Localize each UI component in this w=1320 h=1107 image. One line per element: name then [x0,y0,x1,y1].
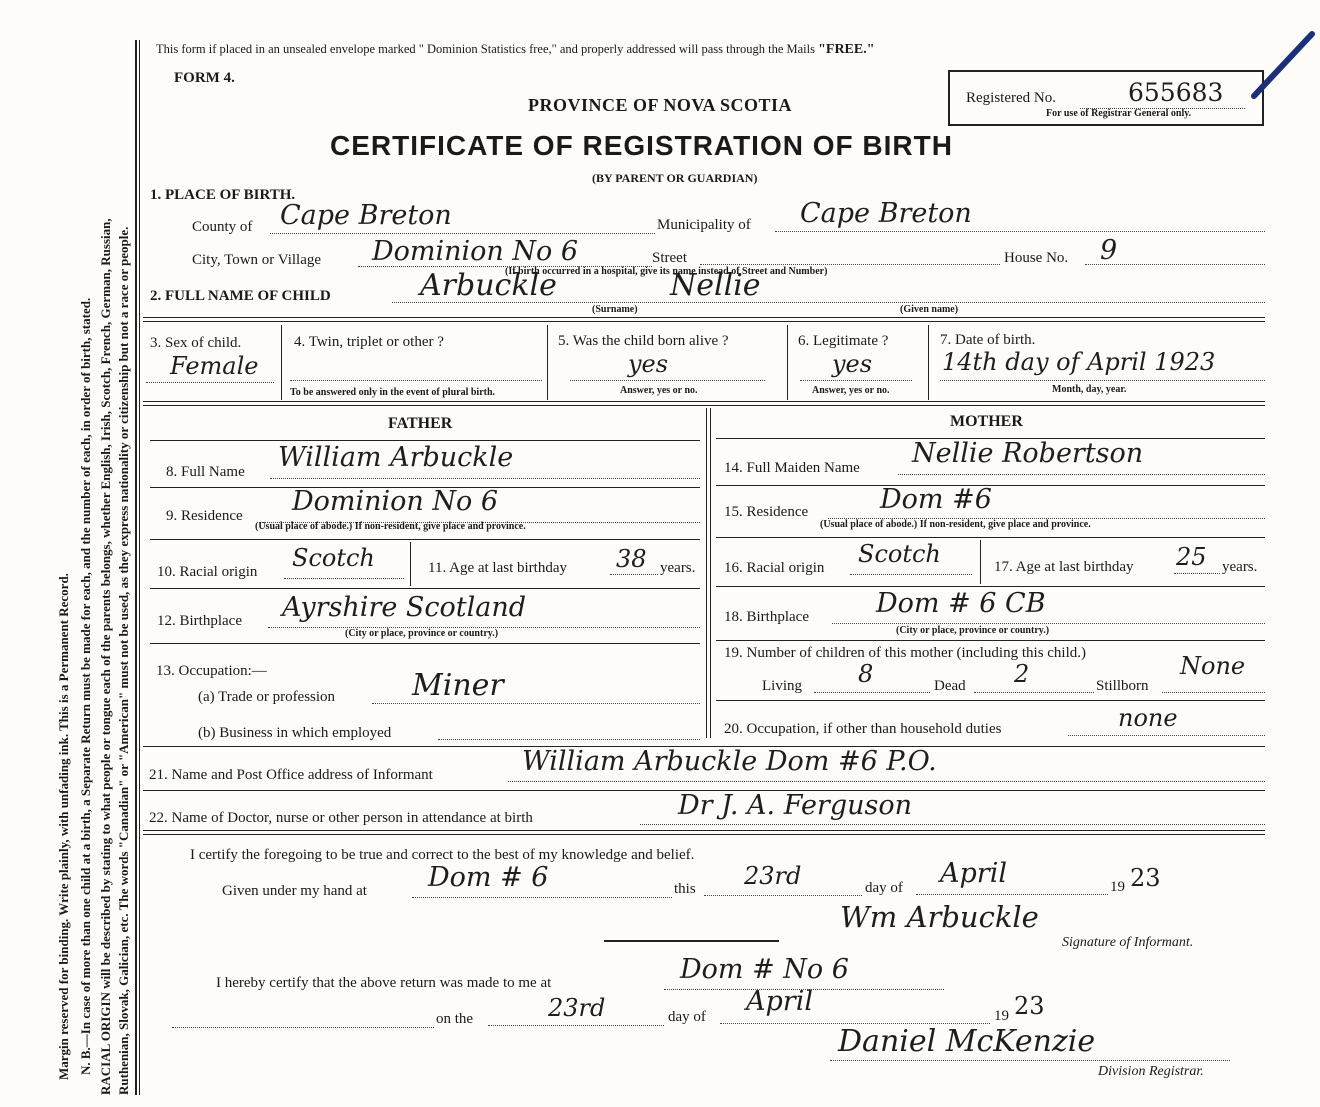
father-age-unit: years. [660,560,696,576]
mother-age-unit: years. [1222,559,1258,575]
mother-residence-note: (Usual place of abode.) If non-resident, give place and province. [820,519,1091,530]
given-day-of-label: day of [865,880,903,896]
child-name-label: 2. FULL NAME OF CHILD [150,288,331,304]
mother-race-label: 16. Racial origin [724,560,825,576]
sex-label: 3. Sex of child. [150,335,242,351]
county-value: Cape Breton [280,200,452,231]
registrar-day-of-label: day of [668,1009,706,1025]
page-title: CERTIFICATE OF REGISTRATION OF BIRTH [330,130,953,161]
given-year: 23 [1130,864,1161,892]
margin-note-2: N. B.—In case of more than one child at a birth, a Separate Return must be made for each, and the number of each, in order of birth, stated. [78,297,93,1075]
hospital-note: (If birth occurred in a hospital, give its name instead of Street and Number) [505,266,828,277]
legitimate-value: yes [832,350,873,378]
stillborn-label: Stillborn [1096,678,1149,694]
surname-caption: (Surname) [592,304,638,315]
place-of-birth-label: 1. PLACE OF BIRTH. [150,187,296,203]
city-label: City, Town or Village [192,252,322,268]
mail-notice: This form if placed in an unsealed envelope marked " Dominion Statistics free," and properly addressed will pass through the Mails "FREE." [156,42,875,57]
father-race-value: Scotch [292,544,375,572]
municipality-value: Cape Breton [800,198,972,229]
sex-value: Female [170,352,259,380]
twin-note: To be answered only in the event of plural birth. [290,387,496,398]
informant-value: William Arbuckle Dom #6 P.O. [522,746,937,777]
county-label: County of [192,219,253,235]
business-label: (b) Business in which employed [198,725,392,741]
given-under-label: Given under my hand at [222,883,367,899]
binding-line-inner [139,40,140,1095]
registrar-note: For use of Registrar General only. [1046,108,1192,119]
father-residence-note: (Usual place of abode.) If non-resident, give place and province. [255,521,526,532]
father-age-label: 11. Age at last birthday [428,560,567,576]
given-year-prefix: 19 [1110,879,1125,895]
mother-race-value: Scotch [858,540,941,568]
this-label: this [674,881,696,897]
mother-name-value: Nellie Robertson [912,438,1144,469]
mother-residence-label: 15. Residence [724,504,809,520]
trade-label: (a) Trade or profession [198,689,336,705]
registrar-month: April [746,986,813,1017]
margin-note-3: RACIAL ORIGIN will be described by stating to what people or tongue each of the parents belongs, whether English, Irish, Scotch, French, German, Russian, [98,218,113,1095]
mother-birthplace-value: Dom # 6 CB [876,588,1046,619]
margin-note-1: Margin reserved for binding. Write plainly, with unfading ink. This is a Permanent Record. [56,573,71,1080]
alive-value: yes [628,350,669,378]
father-race-label: 10. Racial origin [157,564,258,580]
dead-value: 2 [1014,660,1030,688]
informant-label: 21. Name and Post Office address of Informant [149,767,433,783]
certify-statement: I certify the foregoing to be true and correct to the best of my knowledge and belief. [190,847,695,863]
registrar-day: 23rd [548,994,606,1022]
father-residence-label: 9. Residence [166,508,243,524]
father-age-value: 38 [616,545,647,573]
trade-value: Miner [412,668,504,703]
father-birthplace-label: 12. Birthplace [157,613,242,629]
province-heading: PROVINCE OF NOVA SCOTIA [528,95,793,115]
registrar-place: Dom # No 6 [680,954,849,985]
alive-note: Answer, yes or no. [620,385,698,396]
page-subtitle: (BY PARENT OR GUARDIAN) [592,171,758,185]
child-given-name: Nellie [670,268,761,303]
informant-signature-label: Signature of Informant. [1062,935,1194,950]
municipality-label: Municipality of [657,217,751,233]
father-residence-value: Dominion No 6 [292,486,499,517]
dob-note: Month, day, year. [1052,384,1127,395]
mother-occupation-value: none [1118,704,1178,732]
father-heading: FATHER [388,415,453,432]
living-label: Living [762,678,802,694]
city-value: Dominion No 6 [372,236,579,267]
margin-note-4: Ruthenian, Slovak, Galician, etc. The words "Canadian" or "American" must not be used, as they express nationality or citizenship but not a race or people. [116,226,131,1095]
mother-age-value: 25 [1176,543,1207,571]
child-surname: Arbuckle [420,268,557,303]
stillborn-value: None [1180,652,1246,680]
father-birthplace-note: (City or place, province or country.) [345,628,499,639]
doctor-value: Dr J. A. Ferguson [678,790,913,821]
registrar-year: 23 [1014,992,1045,1020]
occupation-label: 13. Occupation:— [156,663,267,679]
doctor-label: 22. Name of Doctor, nurse or other person in attendance at birth [149,810,533,826]
mother-occupation-label: 20. Occupation, if other than household duties [724,721,1002,737]
mother-birthplace-label: 18. Birthplace [724,609,809,625]
informant-signature: Wm Arbuckle [840,900,1039,934]
form-number: FORM 4. [174,70,235,86]
father-birthplace-value: Ayrshire Scotland [282,592,527,623]
on-the-label: on the [436,1011,474,1027]
registrar-signature: Daniel McKenzie [838,1024,1096,1059]
given-month: April [940,858,1007,889]
legitimate-label: 6. Legitimate ? [798,333,889,349]
children-count-label: 19. Number of children of this mother (including this child.) [724,645,1087,661]
twin-label: 4. Twin, triplet or other ? [294,334,444,350]
binding-line [135,40,137,1095]
registrar-signature-label: Division Registrar. [1098,1064,1204,1079]
dob-label: 7. Date of birth. [940,332,1036,348]
house-label: House No. [1004,250,1069,266]
given-name-caption: (Given name) [900,304,959,315]
dead-label: Dead [934,678,966,694]
dob-value: 14th day of April 1923 [942,348,1216,376]
given-place: Dom # 6 [428,862,549,893]
father-name-label: 8. Full Name [166,464,245,480]
given-day: 23rd [744,862,802,890]
house-value: 9 [1100,235,1118,266]
mother-heading: MOTHER [950,413,1023,430]
alive-label: 5. Was the child born alive ? [558,333,729,349]
mother-residence-value: Dom #6 [880,484,992,515]
mother-age-label: 17. Age at last birthday [994,559,1134,575]
living-value: 8 [858,660,874,688]
registered-label: Registered No. [966,90,1056,106]
registered-number: 655683 [1128,78,1224,107]
registered-box [948,70,1264,126]
father-name-value: William Arbuckle [278,442,514,473]
mother-name-label: 14. Full Maiden Name [724,460,860,476]
legitimate-note: Answer, yes or no. [812,385,890,396]
checkmark-icon [1250,30,1320,105]
registrar-year-prefix: 19 [994,1008,1009,1024]
mother-birthplace-note: (City or place, province or country.) [896,625,1050,636]
street-label: Street [652,250,687,266]
registrar-statement: I hereby certify that the above return was made to me at [216,975,552,991]
